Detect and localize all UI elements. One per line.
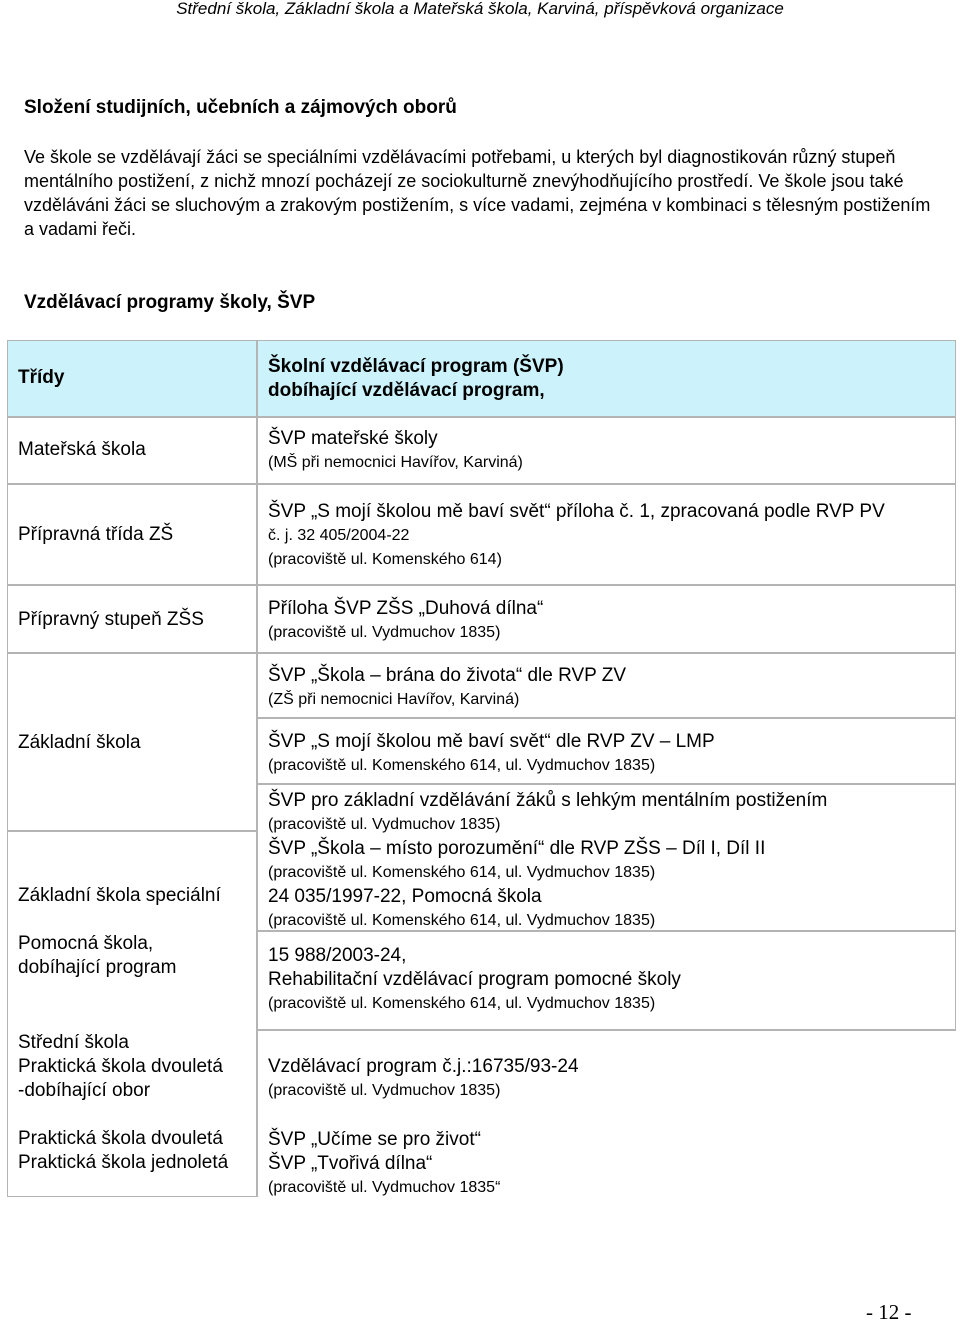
cell-svp-prakticka: [257, 1030, 956, 1197]
label-pripravna-trida: Přípravná třída ZŠ: [18, 524, 174, 545]
table-header-svp: [257, 340, 956, 417]
cell-svp-brana-do-zivota: [257, 653, 956, 718]
cell-svp-ms: [257, 417, 956, 484]
svp-ucime-se: ŠVP „Učíme se pro život“: [268, 1129, 481, 1150]
svp-porozumeni-place: (pracoviště ul. Komenského 614, ul. Vydmuchov 1835): [268, 864, 656, 881]
header-svp-line1: Školní vzdělávací program (ŠVP): [268, 356, 564, 377]
label-prakticka-dvoulet-1: Praktická škola dvouletá: [18, 1056, 223, 1077]
label-stredni-skola: Střední škola: [18, 1032, 129, 1053]
label-zakladni-skola: Základní škola: [18, 732, 141, 753]
cell-materska-skola: [7, 417, 257, 484]
svp-ms-title: ŠVP mateřské školy: [268, 428, 438, 449]
svp-porozumeni-title: ŠVP „Škola – místo porozumění“ dle RVP ZŠS – Díl I, Díl II: [268, 838, 766, 859]
svp-ms-place: (MŠ při nemocnici Havířov, Karviná): [268, 454, 523, 471]
svp-lmp-title: ŠVP „S mojí školou mě baví svět“ dle RVP ZV – LMP: [268, 731, 715, 752]
svp-rehab-place: (pracoviště ul. Komenského 614, ul. Vydmuchov 1835): [268, 995, 656, 1012]
page-number: - 12 -: [866, 1300, 912, 1324]
label-materska-skola: Mateřská škola: [18, 439, 146, 460]
label-prakticka-dvoulet-2: Praktická škola dvouletá: [18, 1128, 223, 1149]
cell-pripravny-stupen: [7, 585, 257, 653]
svp-pomocna-place: (pracoviště ul. Komenského 614, ul. Vydmuchov 1835): [268, 912, 656, 929]
svp-vzdelavaci-place: (pracoviště ul. Vydmuchov 1835): [268, 1082, 501, 1099]
intro-text: Ve škole se vzdělávají žáci se speciálními vzdělávacími potřebami, u kterých byl diagnostikován různý stupeň mentálního postižení, z nichž mnozí pocházejí ze sociokulturně znevýhodňujícího prostředí. Ve škole jsou také vzděláváni žáci se sluchovým a zrakovým postižením, s více vadami, zejména v kombinaci s tělesným postižením a vadami řeči.: [24, 147, 931, 239]
label-pomocna-1: Pomocná škola,: [18, 933, 154, 954]
cell-svp-priloha-1: [257, 484, 956, 585]
label-dobihajici-obor: -dobíhající obor: [18, 1080, 151, 1101]
header-tridy-label: Třídy: [18, 367, 65, 388]
svp-lmp-place: (pracoviště ul. Komenského 614, ul. Vydmuchov 1835): [268, 757, 656, 774]
label-zss: Základní škola speciální: [18, 885, 221, 906]
label-pomocna-2: dobíhající program: [18, 957, 177, 978]
svp-pomocna-title: 24 035/1997-22, Pomocná škola: [268, 886, 542, 907]
cell-svp-zss: [257, 784, 956, 931]
page-header: Střední škola, Základní škola a Mateřská škola, Karviná, příspěvková organizace: [176, 0, 784, 18]
cell-pripravna-trida: [7, 484, 257, 585]
svp-priloha-cj: č. j. 32 405/2004-22: [268, 527, 410, 544]
cell-svp-duhova-dilna: [257, 585, 956, 653]
svp-duhova-title: Příloha ŠVP ZŠS „Duhová dílna“: [268, 598, 544, 619]
cell-zakladni-skola-specialni: [7, 831, 257, 1197]
section-title-obory: Složení studijních, učebních a zájmových oborů: [24, 97, 457, 118]
svp-priloha-title: ŠVP „S mojí školou mě baví svět“ příloha č. 1, zpracovaná podle RVP PV: [268, 501, 885, 522]
label-pripravny-stupen: Přípravný stupeň ZŠS: [18, 609, 204, 630]
svp-zakladni-place: (pracoviště ul. Vydmuchov 1835): [268, 816, 501, 833]
intro-paragraph: [24, 145, 934, 241]
cell-svp-lmp: [257, 718, 956, 784]
svp-rehab-cj: 15 988/2003-24,: [268, 945, 407, 966]
label-prakticka-jednolet: Praktická škola jednoletá: [18, 1152, 229, 1173]
section-title-programy: Vzdělávací programy školy, ŠVP: [24, 292, 316, 313]
svp-brana-place: (ZŠ při nemocnici Havířov, Karviná): [268, 691, 520, 708]
svp-prakticka-place: (pracoviště ul. Vydmuchov 1835“: [268, 1179, 501, 1196]
header-svp-line2: dobíhající vzdělávací program,: [268, 380, 545, 401]
svp-rehab-title: Rehabilitační vzdělávací program pomocné školy: [268, 969, 681, 990]
cell-zakladni-skola: [7, 653, 257, 831]
cell-svp-rehabilitacni: [257, 931, 956, 1030]
svp-tvoriva-dilna: ŠVP „Tvořivá dílna“: [268, 1153, 433, 1174]
svp-vzdelavaci-title: Vzdělávací program č.j.:16735/93-24: [268, 1056, 579, 1077]
svp-zakladni-title: ŠVP pro základní vzdělávání žáků s lehkým mentálním postižením: [268, 790, 828, 811]
table-header-tridy: [7, 340, 257, 417]
svp-duhova-place: (pracoviště ul. Vydmuchov 1835): [268, 624, 501, 641]
svp-priloha-place: (pracoviště ul. Komenského 614): [268, 551, 502, 568]
svp-brana-title: ŠVP „Škola – brána do života“ dle RVP ZV: [268, 665, 627, 686]
